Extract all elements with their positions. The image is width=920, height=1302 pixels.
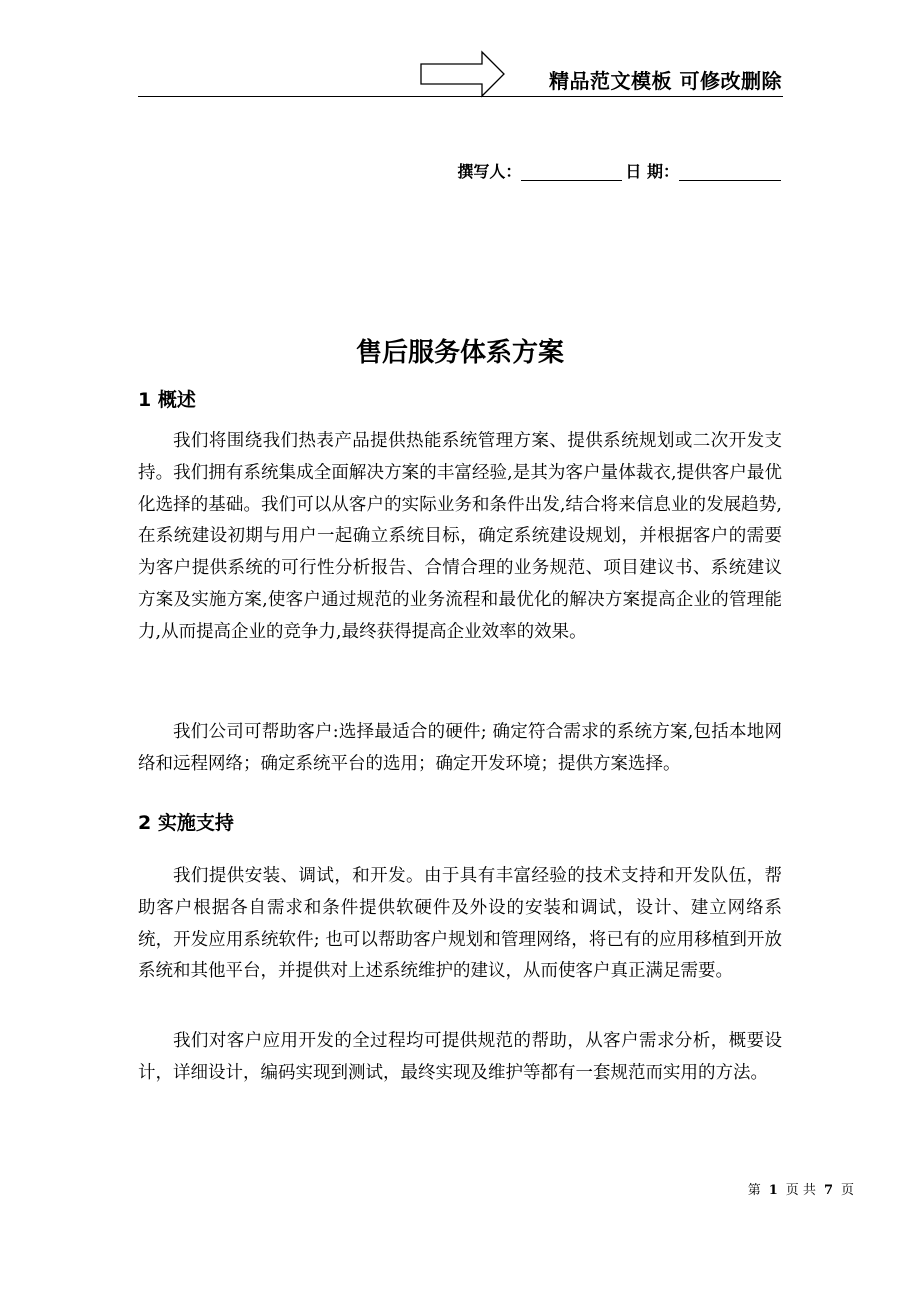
document-title: 售后服务体系方案 xyxy=(355,338,564,368)
page-number: 第 1 页 共 7 页 xyxy=(747,1183,854,1198)
paragraph: 我们对客户应用开发的全过程均可提供规范的帮助，从客户需求分析，概要设计，详细设计，编码实现到测试，最终实现及维护等都有一套规范而实用的方法。 xyxy=(138,1031,782,1083)
date-blank xyxy=(679,160,781,181)
right-arrow-icon xyxy=(420,50,506,98)
header-title: 精品范文模板 可修改删除 xyxy=(549,69,782,93)
section-heading-implementation: 2 实施支持 xyxy=(138,812,234,834)
author-label: 撰写人： xyxy=(457,162,522,181)
date-label: 日 期： xyxy=(625,162,679,181)
paragraph: 我们公司可帮助客户:选择最适合的硬件; 确定符合需求的系统方案,包括本地网络和远程网络；确定系统平台的选用；确定开发环境；提供方案选择。 xyxy=(138,722,782,774)
header-divider xyxy=(138,96,783,97)
author-date-line xyxy=(457,159,781,185)
current-page: 1 xyxy=(768,1183,778,1198)
author-blank xyxy=(521,160,622,181)
section-heading-overview: 1 概述 xyxy=(138,389,196,411)
total-pages: 7 xyxy=(823,1183,833,1198)
paragraph: 我们提供安装、调试，和开发。由于具有丰富经验的技术支持和开发队伍，帮助客户根据各自需求和条件提供软硬件及外设的安装和调试，设计、建立网络系统，开发应用系统软件; 也可以帮助客户规划和管理网络，将已有的应用移植到开放系统和其他平台，并提供对上述系统维护的建议，从而使客户真正满足需要。 xyxy=(138,866,782,982)
paragraph: 我们将围绕我们热表产品提供热能系统管理方案、提供系统规划或二次开发支持。我们拥有系统集成全面解决方案的丰富经验,是其为客户量体裁衣,提供客户最优化选择的基础。我们可以从客户的实际业务和条件出发,结合将来信息业的发展趋势,在系统建设初期与用户一起确立系统目标，确定系统建设规划，并根据客户的需要为客户提供系统的可行性分析报告、合情合理的业务规范、项目建议书、系统建议方案及实施方案,使客户通过规范的业务流程和最优化的解决方案提高企业的管理能力,从而提高企业的竞争力,最终获得提高企业效率的效果。 xyxy=(138,431,782,642)
